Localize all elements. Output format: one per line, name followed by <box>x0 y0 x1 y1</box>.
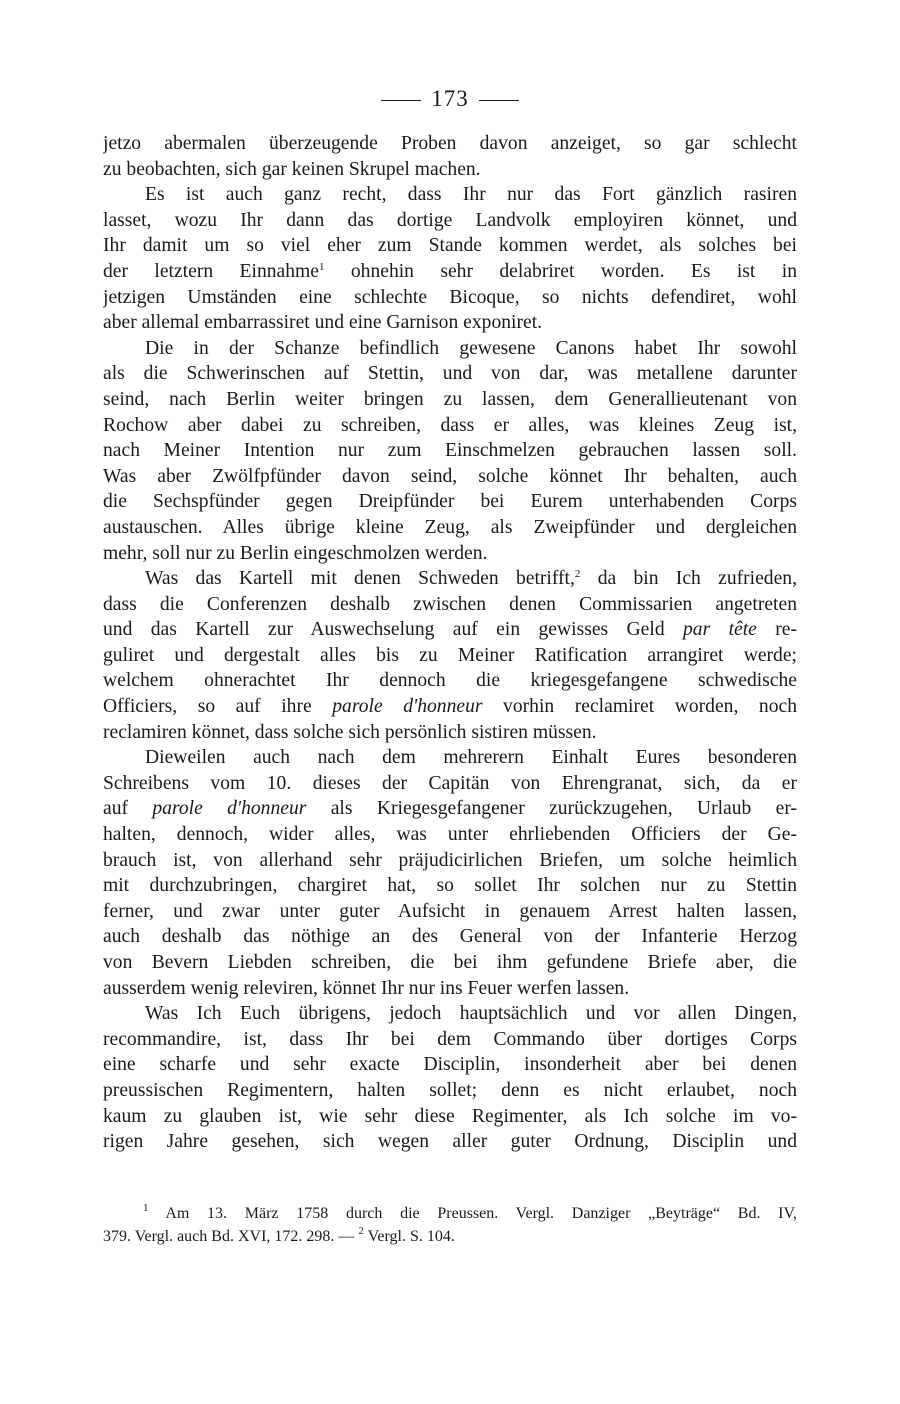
text-line: Schreibens vom 10. dieses der Capitän von Ehrengranat, sich, da er <box>103 772 797 794</box>
text-line: eine scharfe und sehr exacte Disciplin, insonderheit aber bei denen <box>103 1054 797 1076</box>
text-run: ohnehin sehr delabriret worden. Es ist in <box>324 260 797 282</box>
text-line <box>103 796 797 822</box>
text-line: Dieweilen auch nach dem mehrerern Einhalt Eures besonderen <box>145 747 797 769</box>
text-run: als Kriegesgefangener zurückzugehen, Urlaub er- <box>306 798 797 820</box>
text-line: die Sechspfünder gegen Dreipfünder bei Eurem unterhabenden Corps <box>103 491 797 513</box>
text-run: da bin Ich zufrieden, <box>580 568 797 590</box>
text-line: preussischen Regimentern, halten sollet; denn es nicht erlaubet, noch <box>103 1079 797 1101</box>
text-run: vorhin reclamiret worden, noch <box>482 696 797 718</box>
page-number: 173 <box>431 86 469 111</box>
text-line: jetzigen Umständen eine schlechte Bicoque, so nichts defendiret, wohl <box>103 286 797 308</box>
text-line: Was Ich Euch übrigens, jedoch hauptsächlich und vor allen Dingen, <box>145 1003 797 1025</box>
text-line: rigen Jahre gesehen, sich wegen aller guter Ordnung, Disciplin und <box>103 1131 797 1153</box>
text-line: guliret und dergestalt alles bis zu Meiner Ratification arrangiret werde; <box>103 644 797 666</box>
text-run: Was das Kartell mit denen Schweden betrifft, <box>145 568 575 590</box>
text-line: jetzo abermalen überzeugende Proben davon anzeiget, so gar schlecht <box>103 133 797 154</box>
text-run: auf <box>103 798 153 820</box>
text-run: Vergl. S. 104. <box>363 1228 455 1245</box>
text-run: der letztern Einnahme <box>103 260 319 282</box>
text-line <box>103 566 797 592</box>
text-line: auch deshalb das nöthige an des General von der Infanterie Herzog <box>103 926 797 948</box>
text-line: aber allemal embarrassiret und eine Garnison exponiret. <box>103 312 543 334</box>
text-run: 379. Vergl. auch Bd. XVI, 172. 298. — <box>103 1228 359 1245</box>
header-rule-left <box>381 100 421 101</box>
text-run: Officiers, so auf ihre <box>103 696 333 718</box>
text-line: von Bevern Liebden schreiben, die bei ihm gefundene Briefe aber, die <box>103 952 797 973</box>
text-line: Rochow aber dabei zu schreiben, dass er alles, was kleines Zeug ist, <box>103 414 797 436</box>
text-run: Am 13. März 1758 durch die Preussen. Vergl. Danziger „Beyträge“ Bd. IV, <box>148 1205 797 1222</box>
text-line: halten, dennoch, wider alles, was unter ehrliebenden Officiers der Ge- <box>103 824 797 846</box>
italic-phrase: parole d'honneur <box>332 696 483 718</box>
footnotes <box>103 1202 797 1248</box>
footnote-line <box>103 1225 797 1248</box>
footnote-marker: 2 <box>574 568 581 581</box>
page-header <box>0 86 900 112</box>
text-line: brauch ist, von allerhand sehr präjudicirlichen Briefen, um solche heimlich <box>103 849 797 871</box>
text-line <box>103 617 797 643</box>
text-line: ferner, und zwar unter guter Aufsicht in genauem Arrest halten lassen, <box>103 900 797 922</box>
footnote-line <box>103 1202 797 1225</box>
text-line: ausserdem wenig releviren, könnet Ihr nur ins Feuer werfen lassen. <box>103 977 630 999</box>
text-run: re- <box>756 619 797 641</box>
text-line: austauschen. Alles übrige kleine Zeug, als Zweipfünder und dergleichen <box>103 516 797 538</box>
text-line: mehr, soll nur zu Berlin eingeschmolzen werden. <box>103 542 488 564</box>
text-line: als die Schwerinschen auf Stettin, und von dar, was metallene darunter <box>103 363 797 385</box>
text-line: dass die Conferenzen deshalb zwischen denen Commissarien angetreten <box>103 593 797 615</box>
italic-phrase: par tête <box>683 619 757 641</box>
text-line: nach Meiner Intention nur zum Einschmelzen gebrauchen lassen soll. <box>103 440 797 462</box>
text-line: Es ist auch ganz recht, dass Ihr nur das Fort gänzlich rasiren <box>145 184 797 206</box>
text-line: kaum zu glauben ist, wie sehr diese Regimenter, als Ich solche im vo- <box>103 1105 797 1127</box>
footnote-marker: 1 <box>318 260 325 273</box>
footnote-marker: 1 <box>143 1202 149 1214</box>
footnote-marker: 2 <box>358 1225 364 1237</box>
text-line: recommandire, ist, dass Ihr bei dem Commando über dortiges Corps <box>103 1028 797 1050</box>
text-line: zu beobachten, sich gar keinen Skrupel machen. <box>103 158 481 180</box>
text-line: lasset, wozu Ihr dann das dortige Landvolk employiren könnet, und <box>103 209 797 231</box>
text-line: Die in der Schanze befindlich gewesene Canons habet Ihr sowohl <box>145 337 797 359</box>
header-rule-right <box>479 100 519 101</box>
text-line: seind, nach Berlin weiter bringen zu lassen, dem Generallieutenant von <box>103 388 797 410</box>
text-line: Ihr damit um so viel eher zum Stande kommen werdet, als solches bei <box>103 235 797 257</box>
text-line <box>103 259 797 285</box>
text-line <box>103 694 797 720</box>
text-line: reclamiren könnet, dass solche sich persönlich sistiren müssen. <box>103 721 597 743</box>
text-run: und das Kartell zur Auswechselung auf ein gewisses Geld <box>103 619 683 641</box>
text-line: Was aber Zwölfpfünder davon seind, solche könnet Ihr behalten, auch <box>103 465 797 487</box>
body-text <box>103 131 797 1155</box>
text-line: welchem ohnerachtet Ihr dennoch die kriegesgefangene schwedische <box>103 670 797 692</box>
text-line: mit durchzubringen, chargiret hat, so sollet Ihr solchen nur zu Stettin <box>103 875 797 897</box>
italic-phrase: parole d'honneur <box>152 798 307 820</box>
